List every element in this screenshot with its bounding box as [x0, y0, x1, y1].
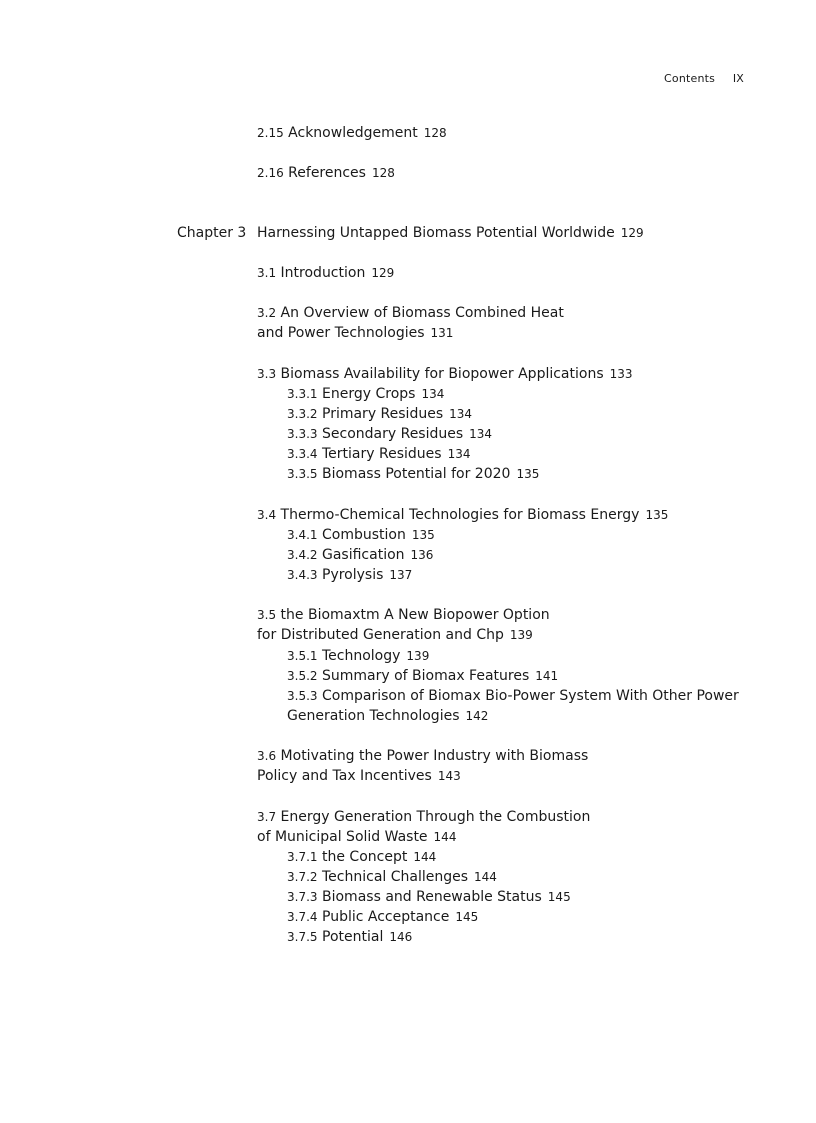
running-header-label: Contents: [664, 72, 716, 85]
toc-subentry: 3.7.5 Potential 146: [287, 929, 413, 945]
toc-subentry: 3.7.3 Biomass and Renewable Status 145: [287, 889, 571, 905]
toc-entry: 2.16 References 128: [257, 165, 395, 181]
toc-entry-continuation: of Municipal Solid Waste 144: [257, 829, 457, 845]
toc-entry: 3.2 An Overview of Biomass Combined Heat: [257, 305, 564, 321]
toc-entry: 3.3 Biomass Availability for Biopower Applications 133: [257, 366, 633, 382]
toc-subentry: 3.4.2 Gasification 136: [287, 547, 434, 563]
toc-entry: 3.7 Energy Generation Through the Combustion: [257, 809, 591, 825]
toc-subentry: 3.7.4 Public Acceptance 145: [287, 909, 479, 925]
toc-entry-continuation: Policy and Tax Incentives 143: [257, 768, 461, 784]
toc-entry: 3.6 Motivating the Power Industry with Biomass: [257, 748, 589, 764]
toc-subentry: 3.3.2 Primary Residues 134: [287, 406, 473, 422]
toc-subentry: 3.5.3 Comparison of Biomax Bio-Power System With Other Power: [287, 688, 739, 704]
running-header-page-number: IX: [732, 72, 744, 85]
toc-entry: 2.15 Acknowledgement 128: [257, 125, 447, 141]
toc-entry: 3.4 Thermo-Chemical Technologies for Biomass Energy 135: [257, 507, 669, 523]
running-header: [664, 72, 744, 85]
toc-subentry: 3.3.1 Energy Crops 134: [287, 386, 445, 402]
toc-subentry: 3.4.1 Combustion 135: [287, 527, 435, 543]
toc-subentry: 3.4.3 Pyrolysis 137: [287, 567, 413, 583]
toc-subentry-continuation: Generation Technologies 142: [287, 708, 489, 724]
toc-entry: 3.5 the Biomaxtm A New Biopower Option: [257, 607, 550, 623]
toc-entry: 3.1 Introduction 129: [257, 265, 395, 281]
toc-entry-continuation: for Distributed Generation and Chp 139: [257, 627, 533, 643]
toc-subentry: 3.3.3 Secondary Residues 134: [287, 426, 493, 442]
toc-chapter-title: Harnessing Untapped Biomass Potential Worldwide 129: [257, 225, 644, 241]
toc-subentry: 3.3.4 Tertiary Residues 134: [287, 446, 471, 462]
toc-subentry: 3.5.1 Technology 139: [287, 648, 430, 664]
toc-subentry: 3.7.2 Technical Challenges 144: [287, 869, 497, 885]
toc-subentry: 3.3.5 Biomass Potential for 2020 135: [287, 466, 540, 482]
toc-subentry: 3.7.1 the Concept 144: [287, 849, 437, 865]
chapter-label: Chapter 3: [177, 225, 247, 241]
toc-subentry: 3.5.2 Summary of Biomax Features 141: [287, 668, 559, 684]
toc-entry-continuation: and Power Technologies 131: [257, 325, 454, 341]
